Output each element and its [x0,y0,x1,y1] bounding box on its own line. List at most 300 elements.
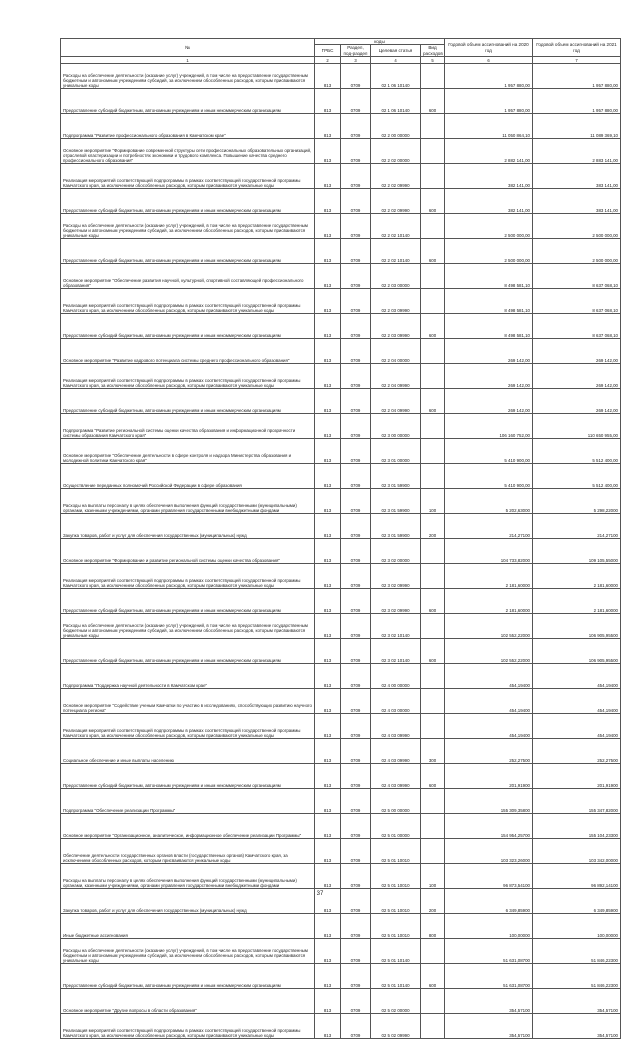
header-target: Целевая статья [371,45,421,57]
row-grbs: 813 [315,189,341,214]
row-amount-2020: 5 410 900,00 [445,464,533,489]
row-section: 0709 [341,489,371,514]
row-expense-type: 600 [421,239,445,264]
row-amount-2021: 110 650 955,00 [533,414,621,439]
row-amount-2020: 104 733,82000 [445,539,533,564]
row-target-article: 02 3 02 10140 [371,639,421,664]
row-target-article: 02 3 00 00000 [371,414,421,439]
row-name: Основное мероприятие "Развитие кадрового потенциала системы среднего профессионального образования" [61,339,315,364]
row-target-article: 02 2 03 09990 [371,289,421,314]
row-grbs: 813 [315,764,341,789]
row-amount-2021: 2 883 141,00 [533,139,621,164]
row-expense-type: 600 [421,764,445,789]
row-grbs: 813 [315,264,341,289]
row-grbs: 813 [315,714,341,739]
row-name: Основное мероприятие "Обеспечение деятельности в сфере контроля и надзора Министерства образования и молодежной политики Камчатского края" [61,439,315,464]
table-row [61,389,621,414]
row-target-article: 02 2 02 09990 [371,164,421,189]
row-amount-2021: 5 298,22000 [533,489,621,514]
row-amount-2020: 102 552,22000 [445,639,533,664]
row-grbs: 813 [315,914,341,939]
row-amount-2021: 269 142,00 [533,339,621,364]
row-target-article: 02 2 02 10140 [371,239,421,264]
row-grbs: 813 [315,114,341,139]
row-grbs: 813 [315,64,341,89]
row-name: Реализация мероприятий соответствующей подпрограммы в рамках соответствующей государственной программы Камчатского края, за исключением обособленных расходов, которым присваиваются уникальные коды [61,564,315,589]
table-row [61,239,621,264]
row-amount-2020: 214,27100 [445,514,533,539]
row-section: 0709 [341,764,371,789]
row-amount-2021: 155 104,23300 [533,814,621,839]
row-amount-2020: 354,57100 [445,989,533,1014]
row-name: Предоставление субсидий бюджетным, автономным учреждениям и иным некоммерческим организациям [61,189,315,214]
row-name: Закупка товаров, работ и услуг для обеспечения государственных (муниципальных) нужд [61,889,315,914]
row-target-article: 02 5 01 10010 [371,839,421,864]
row-expense-type [421,364,445,389]
row-name: Подпрограмма "Поддержка научной деятельности в Камчатском крае" [61,664,315,689]
row-amount-2021: 5 512 400,00 [533,439,621,464]
row-expense-type [421,564,445,589]
table-row [61,664,621,689]
table-row [61,639,621,664]
row-amount-2020: 5 202,63000 [445,489,533,514]
row-amount-2020: 8 498 581,10 [445,289,533,314]
row-expense-type [421,689,445,714]
row-amount-2021: 2 500 000,00 [533,239,621,264]
row-expense-type: 100 [421,489,445,514]
row-name: Подпрограмма "Обеспечение реализации Программы" [61,789,315,814]
row-section: 0709 [341,639,371,664]
row-target-article: 02 5 01 10010 [371,914,421,939]
row-amount-2021: 8 637 068,10 [533,289,621,314]
row-expense-type: 600 [421,589,445,614]
table-row [61,264,621,289]
table-row [61,1014,621,1039]
row-amount-2021: 1 957 880,00 [533,64,621,89]
row-name: Предоставление субсидий бюджетным, автономным учреждениям и иным некоммерческим организациям [61,964,315,989]
row-amount-2021: 6 349,85900 [533,889,621,914]
row-name: Предоставление субсидий бюджетным, автономным учреждениям и иным некоммерческим организациям [61,589,315,614]
row-expense-type [421,464,445,489]
row-amount-2020: 2 500 000,00 [445,239,533,264]
row-target-article: 02 5 00 00000 [371,789,421,814]
row-section: 0709 [341,664,371,689]
table-row [61,789,621,814]
budget-table [60,38,621,1039]
table-row [61,364,621,389]
row-amount-2020: 269 142,00 [445,339,533,364]
row-amount-2020: 252,27500 [445,739,533,764]
row-name: Основное мероприятие "Обеспечение развития научной, культурной, спортивной составляющей профессионального образования" [61,264,315,289]
row-expense-type: 100 [421,864,445,889]
row-amount-2020: 2 882 141,00 [445,139,533,164]
row-name: Реализация мероприятий соответствующей подпрограммы в рамках соответствующей государственной программы Камчатского края, за исключением обособленных расходов, которым присваиваются уникальные коды [61,289,315,314]
index-cell: 3 [341,57,371,64]
row-expense-type: 600 [421,639,445,664]
row-amount-2021: 106 905,95500 [533,639,621,664]
row-name: Осуществление переданных полномочий Российской Федерации в сфере образования [61,464,315,489]
row-section: 0709 [341,739,371,764]
row-section: 0709 [341,564,371,589]
row-amount-2020: 8 498 581,10 [445,314,533,339]
header-type: Вид расходов [421,45,445,57]
row-target-article: 02 4 03 09990 [371,714,421,739]
table-row [61,89,621,114]
row-amount-2021: 51 846,22300 [533,964,621,989]
index-row [61,57,621,64]
row-amount-2021: 354,57100 [533,1014,621,1039]
row-amount-2021: 201,91900 [533,764,621,789]
row-amount-2021: 96 892,14100 [533,864,621,889]
row-amount-2021: 106 905,95500 [533,614,621,639]
row-expense-type [421,614,445,639]
row-grbs: 813 [315,1014,341,1039]
row-grbs: 813 [315,614,341,639]
row-section: 0709 [341,164,371,189]
row-grbs: 813 [315,889,341,914]
table-row [61,564,621,589]
row-name: Обеспечение деятельности государственных органов власти (государственных органов) Камчатского края, за исключением обособленных расходов, которым присваиваются уникальные коды [61,839,315,864]
row-name: Реализация мероприятий соответствующей подпрограммы в рамках соответствующей государственной программы Камчатского края, за исключением обособленных расходов, которым присваиваются уникальные коды [61,714,315,739]
index-cell: 2 [315,57,341,64]
row-section: 0709 [341,264,371,289]
row-expense-type [421,939,445,964]
row-section: 0709 [341,539,371,564]
row-grbs: 813 [315,164,341,189]
row-amount-2021: 8 637 068,10 [533,264,621,289]
row-amount-2020: 269 142,00 [445,364,533,389]
table-row [61,614,621,639]
row-expense-type [421,64,445,89]
row-expense-type [421,289,445,314]
row-name: Расходы на обеспечение деятельности (оказание услуг) учреждений, в том числе на предоставление государственным бюджетным и автономным учреждениям субсидий, за исключением обособленных расходов, которым присваиваются уникальные коды [61,614,315,639]
row-name: Расходы на выплаты персоналу в целях обеспечения выполнения функций государственными (муниципальными) органами, казенными учреждениями, органами управления государственными внебюджетными фондами [61,489,315,514]
row-section: 0709 [341,114,371,139]
row-expense-type [421,539,445,564]
index-cell: 1 [61,57,315,64]
row-name: Закупка товаров, работ и услуг для обеспечения государственных (муниципальных) нужд [61,514,315,539]
row-grbs: 813 [315,539,341,564]
row-target-article: 02 3 02 09990 [371,589,421,614]
table-row [61,714,621,739]
table-row [61,814,621,839]
row-target-article: 02 3 02 09990 [371,564,421,589]
row-section: 0709 [341,189,371,214]
row-section: 0709 [341,389,371,414]
row-expense-type [421,439,445,464]
row-target-article: 02 4 03 00000 [371,689,421,714]
row-amount-2020: 454,19400 [445,689,533,714]
index-cell: 7 [533,57,621,64]
row-grbs: 813 [315,689,341,714]
row-target-article: 02 4 03 09990 [371,764,421,789]
row-amount-2021: 454,19400 [533,714,621,739]
row-section: 0709 [341,439,371,464]
row-name: Подпрограмма "Развитие региональной системы оценки качества образования и информационной прозрачности системы образования Камчатского края" [61,414,315,439]
table-row [61,464,621,489]
row-amount-2020: 2 500 000,00 [445,214,533,239]
row-section: 0709 [341,989,371,1014]
row-amount-2020: 51 631,08700 [445,964,533,989]
row-section: 0709 [341,689,371,714]
row-expense-type: 200 [421,514,445,539]
table-row [61,914,621,939]
row-expense-type [421,714,445,739]
row-expense-type: 300 [421,739,445,764]
row-name: Реализация мероприятий соответствующей подпрограммы в рамках соответствующей государственной программы Камчатского края, за исключением обособленных расходов, которым присваиваются уникальные коды [61,164,315,189]
row-section: 0709 [341,889,371,914]
row-section: 0709 [341,514,371,539]
row-name: Расходы на выплаты персоналу в целях обеспечения выполнения функций государственными (муниципальными) органами, казенными учреждениями, органами управления государственными внебюджетными фондами [61,864,315,889]
table-row [61,114,621,139]
row-amount-2021: 155 347,82000 [533,789,621,814]
row-name: Предоставление субсидий бюджетным, автономным учреждениям и иным некоммерческим организациям [61,389,315,414]
row-grbs: 813 [315,464,341,489]
row-amount-2021: 214,27100 [533,514,621,539]
row-target-article: 02 1 06 10140 [371,64,421,89]
row-amount-2021: 1 957 880,00 [533,89,621,114]
row-grbs: 813 [315,89,341,114]
row-grbs: 813 [315,489,341,514]
row-section: 0709 [341,814,371,839]
row-amount-2021: 454,19400 [533,664,621,689]
index-cell: 6 [445,57,533,64]
row-expense-type [421,989,445,1014]
row-section: 0709 [341,339,371,364]
row-expense-type [421,664,445,689]
row-name: Реализация мероприятий соответствующей подпрограммы в рамках соответствующей государственной программы Камчатского края, за исключением обособленных расходов, которым присваиваются уникальные коды [61,1014,315,1039]
table-row [61,214,621,239]
row-name: Основное мероприятие "Содействие ученым Камчатки по участию в исследованиях, способствующих развитию научного потенциала региона" [61,689,315,714]
row-target-article: 02 3 02 10140 [371,614,421,639]
row-name: Расходы на обеспечение деятельности (оказание услуг) учреждений, в том числе на предоставление государственным бюджетным и автономным учреждениям субсидий, за исключением обособленных расходов, которым присваиваются уникальные коды [61,939,315,964]
row-name: Расходы на обеспечение деятельности (оказание услуг) учреждений, в том числе на предоставление государственным бюджетным и автономным учреждениям субсидий, за исключением обособленных расходов, которым присваиваются уникальные коды [61,64,315,89]
page-number: 37 [316,891,324,897]
row-grbs: 813 [315,964,341,989]
row-target-article: 02 5 02 00000 [371,989,421,1014]
row-expense-type [421,214,445,239]
row-name: Расходы на обеспечение деятельности (оказание услуг) учреждений, в том числе на предоставление государственным бюджетным и автономным учреждениям субсидий, за исключением обособленных расходов, которым присваиваются уникальные коды [61,214,315,239]
row-name: Подпрограмма "Развитие профессионального образования в Камчатском крае" [61,114,315,139]
row-amount-2020: 5 410 900,00 [445,439,533,464]
row-grbs: 813 [315,514,341,539]
row-section: 0709 [341,614,371,639]
row-amount-2021: 269 142,00 [533,389,621,414]
table-row [61,989,621,1014]
row-target-article: 02 2 02 00000 [371,139,421,164]
header-number: № [61,39,315,57]
row-target-article: 02 2 04 09990 [371,389,421,414]
row-section: 0709 [341,464,371,489]
row-amount-2021: 2 500 000,00 [533,214,621,239]
row-target-article: 02 3 02 00000 [371,539,421,564]
row-amount-2021: 51 846,22300 [533,939,621,964]
header-code-group: коды [315,39,445,45]
row-target-article: 02 5 01 00000 [371,814,421,839]
row-name: Социальное обеспечение и иные выплаты населению [61,739,315,764]
row-name: Предоставление субсидий бюджетным, автономным учреждениям и иным некоммерческим организациям [61,314,315,339]
row-amount-2021: 8 637 068,10 [533,314,621,339]
row-grbs: 813 [315,414,341,439]
row-name: Иные бюджетные ассигнования [61,914,315,939]
row-target-article: 02 3 01 59900 [371,489,421,514]
row-amount-2020: 382 141,00 [445,164,533,189]
row-section: 0709 [341,964,371,989]
row-amount-2020: 382 141,00 [445,189,533,214]
row-section: 0709 [341,939,371,964]
row-section: 0709 [341,589,371,614]
row-target-article: 02 4 00 00000 [371,664,421,689]
row-amount-2021: 5 512 400,00 [533,464,621,489]
row-amount-2020: 154 954,25700 [445,814,533,839]
row-grbs: 813 [315,739,341,764]
row-amount-2021: 454,19400 [533,689,621,714]
header-grbs: ГРБС [315,45,341,57]
row-grbs: 813 [315,839,341,864]
row-grbs: 813 [315,589,341,614]
row-expense-type: 200 [421,889,445,914]
row-expense-type [421,114,445,139]
row-amount-2021: 103 342,00000 [533,839,621,864]
row-expense-type: 600 [421,189,445,214]
row-expense-type [421,1014,445,1039]
row-grbs: 813 [315,789,341,814]
row-target-article: 02 2 02 10140 [371,214,421,239]
row-target-article: 02 5 01 10140 [371,939,421,964]
row-name: Предоставление субсидий бюджетным, автономным учреждениям и иным некоммерческим организациям [61,764,315,789]
row-section: 0709 [341,239,371,264]
row-amount-2021: 2 181,60000 [533,589,621,614]
row-name: Реализация мероприятий соответствующей подпрограммы в рамках соответствующей государственной программы Камчатского края, за исключением обособленных расходов, которым присваиваются уникальные коды [61,364,315,389]
row-expense-type [421,339,445,364]
row-name: Предоставление субсидий бюджетным, автономным учреждениям и иным некоммерческим организациям [61,89,315,114]
table-row [61,139,621,164]
row-amount-2020: 11 050 864,10 [445,114,533,139]
row-grbs: 813 [315,639,341,664]
table-row [61,514,621,539]
row-section: 0709 [341,839,371,864]
table-row [61,939,621,964]
row-amount-2020: 96 873,54100 [445,864,533,889]
row-section: 0709 [341,789,371,814]
table-row [61,764,621,789]
row-expense-type [421,164,445,189]
row-amount-2021: 383 141,00 [533,189,621,214]
row-name: Основное мероприятие "Формирование современной структуры сети профессиональных образовательных организаций, отраслевой кластеризации и потребностях экономики и трудового комплекса. Повышение качества среднего профессионального образования" [61,139,315,164]
index-cell: 4 [371,57,421,64]
row-target-article: 02 2 03 09990 [371,314,421,339]
row-grbs: 813 [315,989,341,1014]
row-grbs: 813 [315,339,341,364]
row-name: Основное мероприятие "Другие вопросы в области образования" [61,989,315,1014]
table-row [61,839,621,864]
row-grbs: 813 [315,214,341,239]
row-expense-type [421,139,445,164]
row-grbs: 813 [315,139,341,164]
row-amount-2021: 354,57100 [533,989,621,1014]
table-row [61,964,621,989]
row-grbs: 813 [315,939,341,964]
row-target-article: 02 3 01 59900 [371,464,421,489]
row-section: 0709 [341,864,371,889]
row-amount-2021: 109 105,55000 [533,539,621,564]
table-row [61,64,621,89]
table-row [61,289,621,314]
row-amount-2021: 269 142,00 [533,364,621,389]
budget-table-sheet [60,38,620,1039]
row-target-article: 02 2 04 09990 [371,364,421,389]
row-expense-type [421,839,445,864]
table-row [61,314,621,339]
row-amount-2020: 1 957 880,00 [445,89,533,114]
row-target-article: 02 3 01 59900 [371,514,421,539]
row-grbs: 813 [315,439,341,464]
table-row [61,164,621,189]
row-target-article: 02 2 02 09990 [371,189,421,214]
table-row [61,489,621,514]
row-section: 0709 [341,714,371,739]
row-target-article: 02 4 03 09990 [371,739,421,764]
row-amount-2020: 454,19400 [445,664,533,689]
table-row [61,689,621,714]
table-row [61,439,621,464]
row-section: 0709 [341,139,371,164]
table-row [61,189,621,214]
row-amount-2020: 454,19400 [445,714,533,739]
row-target-article: 02 2 04 00000 [371,339,421,364]
row-amount-2020: 1 957 880,00 [445,64,533,89]
row-amount-2020: 100,00000 [445,914,533,939]
row-target-article: 02 1 06 10140 [371,89,421,114]
row-section: 0709 [341,914,371,939]
row-section: 0709 [341,1014,371,1039]
row-amount-2020: 51 631,08700 [445,939,533,964]
row-section: 0709 [341,364,371,389]
row-name: Основное мероприятие "Организационное, аналитическое, информационное обеспечение реализации Программы" [61,814,315,839]
table-row [61,539,621,564]
row-amount-2020: 269 142,00 [445,389,533,414]
row-name: Основное мероприятие "Формирование и развитие региональной системы оценки качества образования" [61,539,315,564]
row-section: 0709 [341,289,371,314]
row-amount-2020: 2 181,60000 [445,589,533,614]
header-section: Раздел, под-раздел [341,45,371,57]
row-amount-2021: 100,00000 [533,914,621,939]
row-section: 0709 [341,64,371,89]
row-target-article: 02 2 03 00000 [371,264,421,289]
row-expense-type: 600 [421,314,445,339]
index-cell: 5 [421,57,445,64]
row-grbs: 813 [315,239,341,264]
row-target-article: 02 3 01 00000 [371,439,421,464]
row-grbs: 813 [315,864,341,889]
row-expense-type [421,264,445,289]
row-expense-type [421,814,445,839]
header-2020: Годовой объем ассигнований на 2020 год [445,39,533,57]
row-grbs: 813 [315,289,341,314]
row-grbs: 813 [315,389,341,414]
row-amount-2020: 6 349,85900 [445,889,533,914]
row-amount-2020: 8 498 581,10 [445,264,533,289]
row-target-article: 02 5 02 09990 [371,1014,421,1039]
row-amount-2020: 155 309,35800 [445,789,533,814]
table-row [61,864,621,889]
header-2021: Годовой объем ассигнований на 2021 год [533,39,621,57]
row-grbs: 813 [315,564,341,589]
row-grbs: 813 [315,364,341,389]
row-name: Предоставление субсидий бюджетным, автономным учреждениям и иным некоммерческим организациям [61,239,315,264]
row-amount-2020: 106 160 752,00 [445,414,533,439]
row-target-article: 02 2 00 00000 [371,114,421,139]
